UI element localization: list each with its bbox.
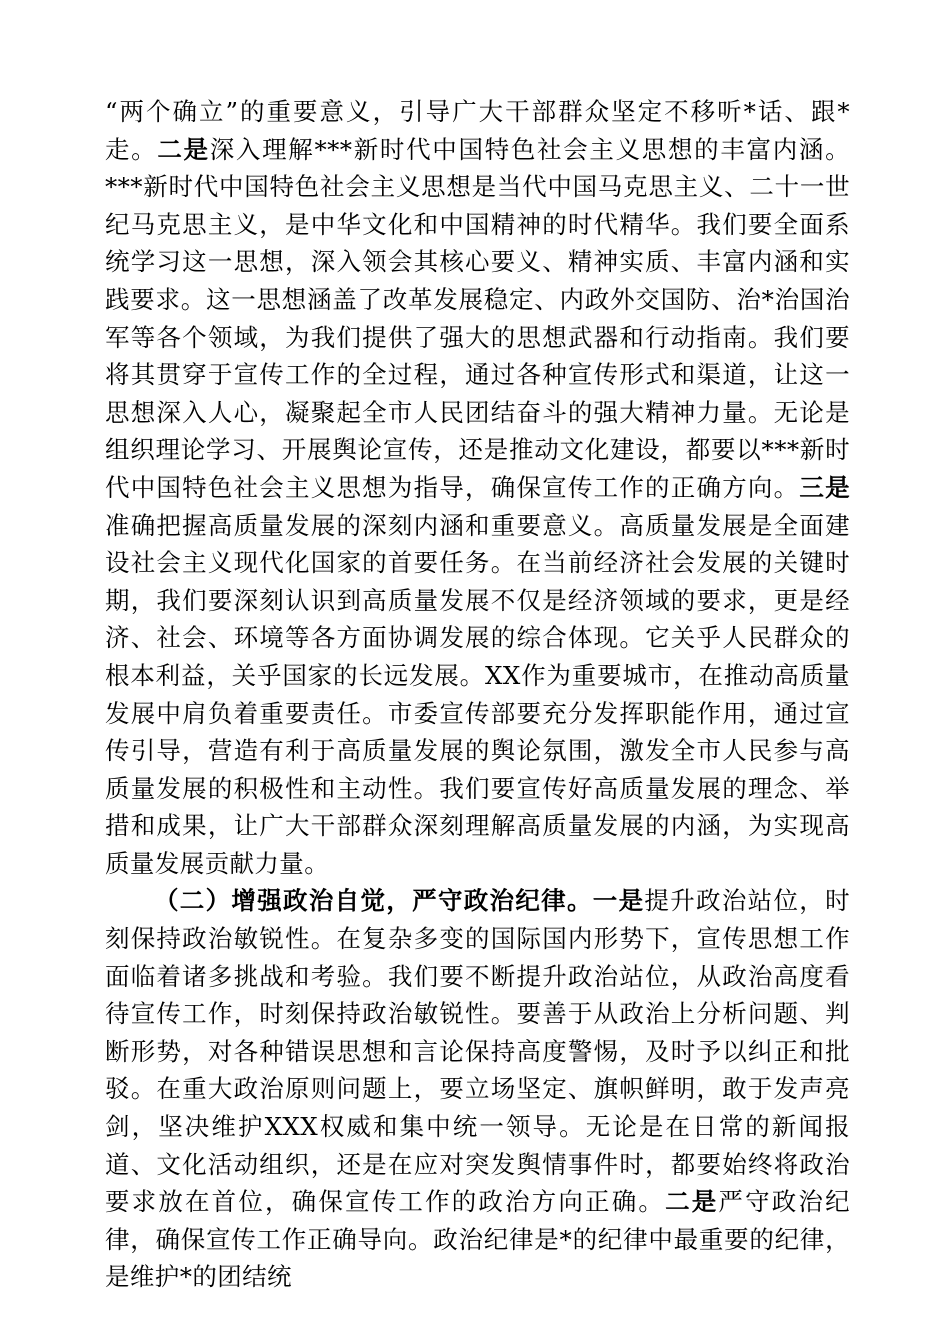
point-marker-three: 三是 (799, 472, 850, 502)
point-marker-two-b: 二是 (665, 1187, 719, 1217)
paragraph-2-body: 提升政治站位，时刻保持政治敏锐性。在复杂多变的国际国内形势下，宣传思想工作面临着诸多挑战和考验。我们要不断提升政治站位，从政治高度看待宣传工作，时刻保持政治敏锐性。要善于从政治上分析问题、判断形势，对各种错误思想和言论保持高度警惕，及时予以纠正和批驳。在重大政治原则问题上，要立场坚定、旗帜鲜明，敢于发声亮剑，坚决维护XXX权威和集中统一领导。无论是在日常的新闻报道、文化活动组织，还是在应对突发舆情事件时，都要始终将政治要求放在首位，确保宣传工作的政治方向正确。 (105, 886, 850, 1217)
paragraph-1 (105, 93, 850, 882)
paragraph-2 (105, 882, 850, 1296)
paragraph-1-lead: “两个确立”的重要意义，引导广大干部群众坚定不移听*话、跟*走。 (105, 97, 850, 164)
point-marker-one: 一是 (592, 886, 645, 916)
paragraph-1-tail: 准确把握高质量发展的深刻内涵和重要意义。高质量发展是全面建设社会主义现代化国家的首要任务。在当前经济社会发展的关键时期，我们要深刻认识到高质量发展不仅是经济领域的要求，更是经济、社会、环境等各方面协调发展的综合体现。它关乎人民群众的根本利益，关乎国家的长远发展。XX作为重要城市，在推动高质量发展中肩负着重要责任。市委宣传部要充分发挥职能作用，通过宣传引导，营造有利于高质量发展的舆论氛围，激发全市人民参与高质量发展的积极性和主动性。我们要宣传好高质量发展的理念、举措和成果，让广大干部群众深刻理解高质量发展的内涵，为实现高质量发展贡献力量。 (105, 510, 850, 878)
section-heading: （二）增强政治自觉，严守政治纪律。 (154, 886, 593, 916)
point-marker-two: 二是 (157, 134, 210, 164)
paragraph-1-body: 深入理解***新时代中国特色社会主义思想的丰富内涵。***新时代中国特色社会主义思想是当代中国马克思主义、二十一世纪马克思主义，是中华文化和中国精神的时代精华。我们要全面系统学习这一思想，深入领会其核心要义、精神实质、丰富内涵和实践要求。这一思想涵盖了改革发展稳定、内政外交国防、治*治国治军等各个领域，为我们提供了强大的思想武器和行动指南。我们要将其贯穿于宣传工作的全过程，通过各种宣传形式和渠道，让这一思想深入人心，凝聚起全市人民团结奋斗的强大精神力量。无论是组织理论学习、开展舆论宣传，还是推动文化建设，都要以***新时代中国特色社会主义思想为指导，确保宣传工作的正确方向。 (105, 134, 850, 502)
body-text (105, 93, 850, 1296)
paragraph-2-tail: 严守政治纪律，确保宣传工作正确导向。政治纪律是*的纪律中最重要的纪律，是维护*的团结统 (105, 1187, 850, 1292)
